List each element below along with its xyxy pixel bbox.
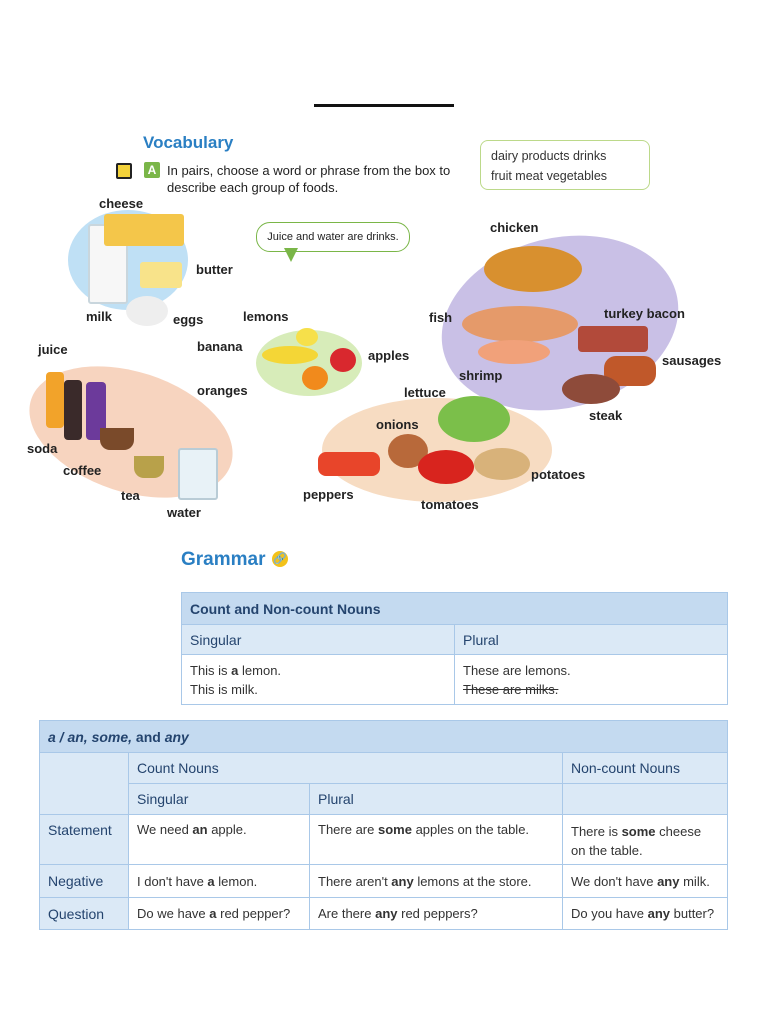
label-turkey-bacon: turkey bacon [604, 306, 685, 321]
label-juice: juice [38, 342, 68, 357]
speech-bubble: Juice and water are drinks. [256, 222, 410, 252]
cheese-illustration [104, 214, 184, 246]
title-part-1: a / an, some, [48, 728, 133, 745]
word-box-line-1: dairy products drinks [491, 149, 607, 163]
text-pre: There aren't [318, 873, 392, 889]
table1-singular-cell [182, 655, 455, 705]
label-soda: soda [27, 441, 58, 456]
table-cell [129, 865, 310, 898]
text-bold: any [375, 906, 398, 921]
vocabulary-title: Vocabulary [143, 133, 234, 152]
text-pre: Do we have [137, 906, 210, 921]
apple-illustration [330, 348, 356, 372]
label-water: water [167, 505, 201, 520]
label-onions: onions [376, 417, 419, 432]
exercise-a-badge: A [144, 162, 160, 178]
label-apples: apples [368, 348, 410, 363]
text-post: lemons at the store. [413, 873, 532, 889]
label-lemons: lemons [243, 309, 289, 324]
label-tea: tea [121, 488, 140, 503]
banana-illustration [262, 346, 318, 364]
text-bold: any [647, 906, 671, 921]
row-label-statement: Statement [40, 815, 129, 865]
table2-sub-empty [563, 784, 728, 815]
bacon-illustration [578, 326, 648, 352]
text-pre: Do you have [571, 906, 648, 921]
tomato-illustration [418, 450, 474, 484]
table2-corner [40, 753, 129, 815]
lemon-illustration [296, 328, 318, 346]
juice-bottle-illustration [46, 372, 64, 428]
instruction-text: In pairs, choose a word or phrase from the box to describe each group of foods. [167, 163, 451, 195]
row-label-negative: Negative [40, 865, 129, 898]
tea-cup-illustration [134, 456, 164, 478]
text-pre: We need [137, 822, 193, 837]
label-potatoes: potatoes [531, 467, 586, 482]
table1-header-plural: Plural [455, 625, 728, 655]
table1-header-singular: Singular [182, 625, 455, 655]
label-butter: butter [196, 262, 233, 277]
text-bold: a [209, 906, 217, 921]
text-bold: a [207, 873, 215, 889]
word-box [480, 140, 650, 190]
table-cell [563, 898, 728, 930]
text-post: apple. [207, 822, 247, 837]
lettuce-illustration [438, 396, 510, 442]
table-cell [310, 898, 563, 930]
label-chicken: chicken [490, 220, 539, 235]
grammar-title: Grammar [181, 549, 266, 570]
coffee-cup-illustration [100, 428, 134, 450]
text-bold: a [231, 663, 239, 678]
label-eggs: eggs [173, 312, 204, 327]
text-bold: an [192, 822, 208, 837]
text-bold: any [391, 873, 414, 889]
table1-plural-line-2: These are milks. [463, 682, 559, 697]
table2-title [40, 721, 728, 753]
butter-illustration [140, 262, 182, 288]
table-cell [563, 815, 728, 865]
label-shrimp: shrimp [459, 368, 503, 383]
table-cell [563, 865, 728, 898]
table-cell [310, 815, 563, 865]
table2-sub-singular: Singular [129, 784, 310, 815]
soda-bottle-illustration [64, 380, 82, 440]
label-banana: banana [197, 339, 243, 354]
chicken-illustration [484, 246, 582, 292]
text-pre: There are [318, 822, 378, 837]
eggs-illustration [126, 296, 168, 326]
text-pre: We don't have [571, 873, 658, 889]
pepper-illustration [318, 452, 380, 476]
table-cell [310, 865, 563, 898]
label-cheese: cheese [99, 196, 144, 211]
label-peppers: peppers [303, 487, 354, 502]
table1-title: Count and Non-count Nouns [182, 593, 728, 625]
label-fish: fish [429, 310, 453, 325]
text-post: butter? [670, 906, 715, 921]
table-cell [129, 815, 310, 865]
text-post: red pepper? [216, 906, 291, 921]
label-oranges: oranges [197, 383, 248, 398]
label-milk: milk [86, 309, 113, 324]
text-bold: some [621, 824, 656, 839]
row-label-question: Question [40, 898, 129, 930]
title-part-2: and [132, 728, 165, 745]
text-pre: There is [571, 824, 622, 839]
potato-illustration [474, 448, 530, 480]
text-pre: I don't have [137, 873, 208, 889]
label-steak: steak [589, 408, 623, 423]
label-tomatoes: tomatoes [421, 497, 479, 512]
pencil-icon [116, 163, 132, 179]
text-bold: any [657, 873, 680, 889]
orange-illustration [302, 366, 328, 390]
word-box-line-2: fruit meat vegetables [491, 169, 608, 183]
top-rule [314, 104, 454, 107]
table1-plural-cell [455, 655, 728, 705]
steak-illustration [562, 374, 620, 404]
fish-illustration [462, 306, 578, 342]
shrimp-illustration [478, 340, 550, 364]
text-post: lemon. [238, 663, 282, 678]
link-icon[interactable]: 🔗 [273, 553, 287, 565]
table1-singular-line-1 [190, 661, 446, 680]
table-cell [129, 898, 310, 930]
label-coffee: coffee [63, 463, 102, 478]
text-post: apples on the table. [411, 822, 530, 837]
label-sausages: sausages [662, 353, 722, 368]
text-post: milk. [679, 873, 710, 889]
table2-sub-plural: Plural [310, 784, 563, 815]
water-glass-illustration [178, 448, 218, 500]
text-pre: Are there [318, 906, 376, 921]
title-part-3: any [164, 728, 189, 745]
text-post: red peppers? [397, 906, 478, 921]
text-post: cheese on the table. [571, 824, 702, 858]
text-bold: some [377, 822, 412, 837]
table1-plural-line-1: These are lemons. [463, 663, 571, 678]
text-post: lemon. [214, 873, 258, 889]
table2-group-count: Count Nouns [129, 753, 563, 784]
articles-table [39, 720, 728, 930]
count-noncount-table [181, 592, 728, 705]
table2-group-noncount: Non-count Nouns [563, 753, 728, 784]
label-lettuce: lettuce [404, 385, 446, 400]
text-pre: This is [190, 663, 232, 678]
speech-bubble-tail [284, 248, 298, 262]
table1-singular-line-2: This is milk. [190, 682, 258, 697]
